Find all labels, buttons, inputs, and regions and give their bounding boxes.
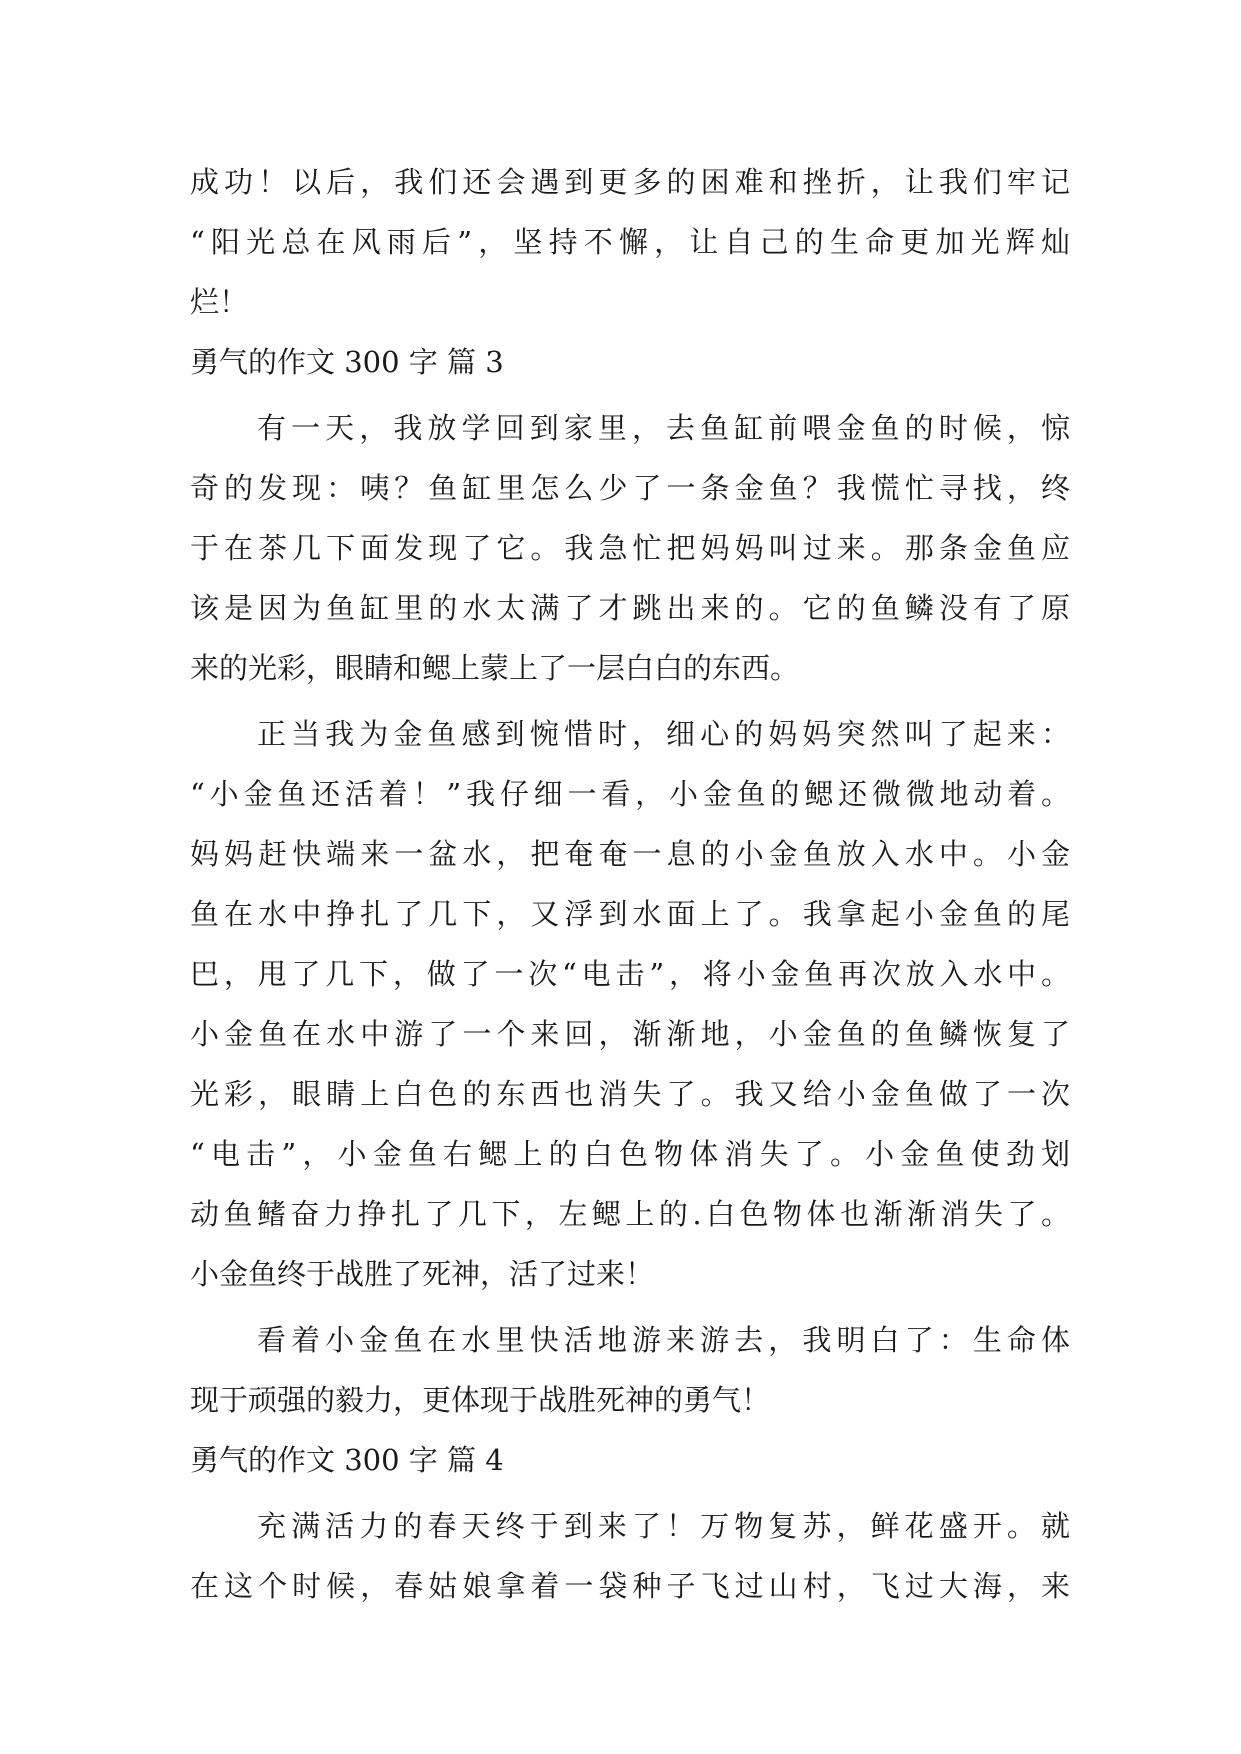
text-line: 成功！以后，我们还会遇到更多的困难和挫折，让我们牢记 [190,165,1070,199]
text-line: 现于顽强的毅力，更体现于战胜死神的勇气！ [190,1383,771,1417]
section-heading-4: 勇气的作文 300 字 篇 4 [190,1443,504,1477]
text-line: 来的光彩，眼睛和鳃上蒙上了一层白白的东西。 [190,651,800,685]
text-line: 小金鱼终于战胜了死神，活了过来！ [190,1257,655,1291]
text-line: 烂！ [190,285,249,319]
text-line: 巴，甩了几下，做了一次“电击”，将小金鱼再次放入水中。 [190,957,1070,991]
text-line: 正当我为金鱼感到惋惜时，细心的妈妈突然叫了起来： [257,717,1070,751]
text-line: 小金鱼在水中游了一个来回，渐渐地，小金鱼的鱼鳞恢复了 [190,1017,1070,1051]
text-line: 有一天，我放学回到家里，去鱼缸前喂金鱼的时候，惊 [257,411,1070,445]
text-line: 在这个时候，春姑娘拿着一袋种子飞过山村，飞过大海，来 [190,1569,1070,1603]
text-line: 动鱼鳍奋力挣扎了几下，左鳃上的.白色物体也渐渐消失了。 [190,1197,1070,1231]
text-line: 奇的发现：咦？鱼缸里怎么少了一条金鱼？我慌忙寻找，终 [190,471,1070,505]
text-line: 看着小金鱼在水里快活地游来游去，我明白了：生命体 [257,1323,1070,1357]
text-line: 妈妈赶快端来一盆水，把奄奄一息的小金鱼放入水中。小金 [190,837,1070,871]
text-line: “阳光总在风雨后”，坚持不懈，让自己的生命更加光辉灿 [190,225,1070,259]
text-line: 充满活力的春天终于到来了！万物复苏，鲜花盛开。就 [257,1509,1070,1543]
text-line: “小金鱼还活着！”我仔细一看，小金鱼的鳃还微微地动着。 [190,777,1070,811]
text-line: “电击”，小金鱼右鳃上的白色物体消失了。小金鱼使劲划 [190,1137,1070,1171]
section-heading-3: 勇气的作文 300 字 篇 3 [190,345,504,379]
text-line: 该是因为鱼缸里的水太满了才跳出来的。它的鱼鳞没有了原 [190,591,1070,625]
text-line: 于在茶几下面发现了它。我急忙把妈妈叫过来。那条金鱼应 [190,531,1070,565]
text-line: 光彩，眼睛上白色的东西也消失了。我又给小金鱼做了一次 [190,1077,1070,1111]
text-line: 鱼在水中挣扎了几下，又浮到水面上了。我拿起小金鱼的尾 [190,897,1070,931]
